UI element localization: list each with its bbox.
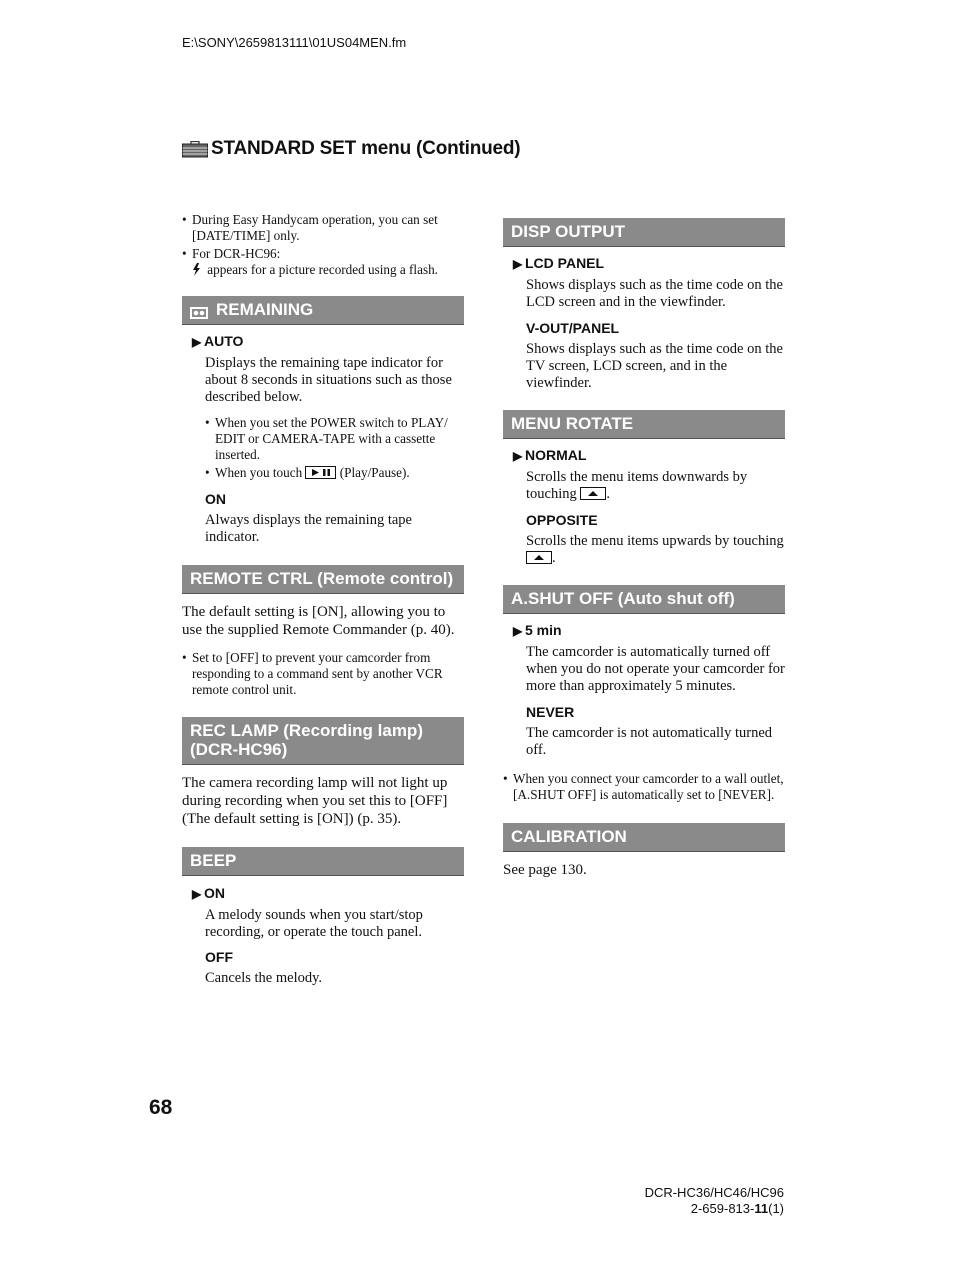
- section-header-auto-shut-off: A.SHUT OFF (Auto shut off): [503, 585, 785, 614]
- calibration-body: See page 130.: [503, 862, 587, 878]
- option-desc: Displays the remaining tape indicator for about 8 seconds in situations such as those described below.: [205, 355, 452, 405]
- page-title-text: STANDARD SET menu (Continued): [211, 138, 521, 159]
- default-arrow-icon: ▶: [192, 887, 202, 901]
- option-desc: Shows displays such as the time code on the LCD screen and in the viewfinder.: [526, 277, 783, 310]
- footer-code: 2-659-813-11(1): [690, 1201, 784, 1216]
- toolbox-icon: [182, 141, 208, 158]
- flash-note: [182, 262, 464, 278]
- option-auto: ▶ AUTO: [192, 333, 244, 349]
- right-column: [503, 218, 785, 879]
- sub-bullet: • When you set the POWER switch to PLAY/ EDIT or CAMERA-TAPE with a cassette inserted.: [205, 415, 464, 463]
- footer: [645, 1185, 784, 1217]
- option-desc: The camcorder is automatically turned off when you do not operate your camcorder for more than approximately 5 minutes.: [526, 644, 785, 694]
- scroll-up-icon: [526, 551, 552, 564]
- intro-bullet: • During Easy Handycam operation, you can set [DATE/TIME] only.: [182, 212, 464, 244]
- file-path: E:\SONY\2659813111\01US04MEN.fm: [182, 35, 407, 50]
- default-arrow-icon: ▶: [192, 335, 202, 349]
- section-header-calibration: CALIBRATION: [503, 823, 785, 852]
- left-column: [182, 212, 464, 987]
- page-title: [182, 138, 520, 160]
- footer-model: DCR-HC36/HC46/HC96: [644, 1185, 784, 1200]
- option-desc: Shows displays such as the time code on the TV screen, LCD screen, and in the viewfinder.: [526, 341, 783, 391]
- option-on: ON: [205, 491, 226, 507]
- option-opposite: OPPOSITE: [526, 512, 598, 528]
- page-number: 68: [149, 1096, 173, 1119]
- default-arrow-icon: ▶: [513, 624, 523, 638]
- intro-bullet: • For DCR-HC96:: [182, 246, 464, 262]
- remote-ctrl-bullet: • Set to [OFF] to prevent your camcorder from responding to a command sent by another VCR remote control unit.: [182, 650, 464, 698]
- rec-lamp-body: The camera recording lamp will not light up during recording when you set this to [OFF] (The default setting is [ON]) (p. 35).: [182, 775, 448, 827]
- option-lcd-panel: ▶ LCD PANEL: [513, 255, 605, 271]
- play-pause-icon: [305, 466, 336, 479]
- option-v-out-panel: V-OUT/PANEL: [526, 320, 620, 336]
- section-header-rec-lamp: REC LAMP (Recording lamp) (DCR-HC96): [182, 717, 464, 765]
- auto-bullets: [205, 415, 464, 481]
- section-title: REMAINING: [216, 300, 314, 319]
- option-desc: Scrolls the menu items downwards by touching .: [526, 469, 748, 502]
- flash-icon: [192, 262, 204, 278]
- section-header-menu-rotate: MENU ROTATE: [503, 410, 785, 439]
- default-arrow-icon: ▶: [513, 449, 523, 463]
- option-off: OFF: [205, 949, 233, 965]
- option-normal: ▶ NORMAL: [513, 447, 587, 463]
- flash-note-text: appears for a picture recorded using a flash.: [207, 262, 438, 277]
- sub-bullet: • When you touch (Play/Pause).: [205, 465, 464, 481]
- option-desc: Cancels the melody.: [205, 970, 323, 986]
- section-header-disp-output: DISP OUTPUT: [503, 218, 785, 247]
- option-on: ▶ ON: [192, 885, 225, 901]
- option-never: NEVER: [526, 704, 575, 720]
- section-header-beep: BEEP: [182, 847, 464, 876]
- option-desc: Always displays the remaining tape indicator.: [205, 512, 412, 545]
- option-desc: A melody sounds when you start/stop recording, or operate the touch panel.: [205, 907, 423, 940]
- option-desc: The camcorder is not automatically turned off.: [526, 725, 773, 758]
- default-arrow-icon: ▶: [513, 257, 523, 271]
- section-header-remote-ctrl: REMOTE CTRL (Remote control): [182, 565, 464, 594]
- option-5-min: ▶ 5 min: [513, 622, 562, 638]
- section-header-remaining: [182, 296, 464, 325]
- cassette-icon: [190, 304, 208, 316]
- remote-ctrl-body: The default setting is [ON], allowing you to use the supplied Remote Commander (p. 40).: [182, 604, 455, 638]
- scroll-up-icon: [580, 487, 606, 500]
- auto-shut-off-bullet: • When you connect your camcorder to a wall outlet, [A.SHUT OFF] is automatically set to [NEVER].: [503, 771, 785, 803]
- option-desc: Scrolls the menu items upwards by touching .: [526, 533, 784, 566]
